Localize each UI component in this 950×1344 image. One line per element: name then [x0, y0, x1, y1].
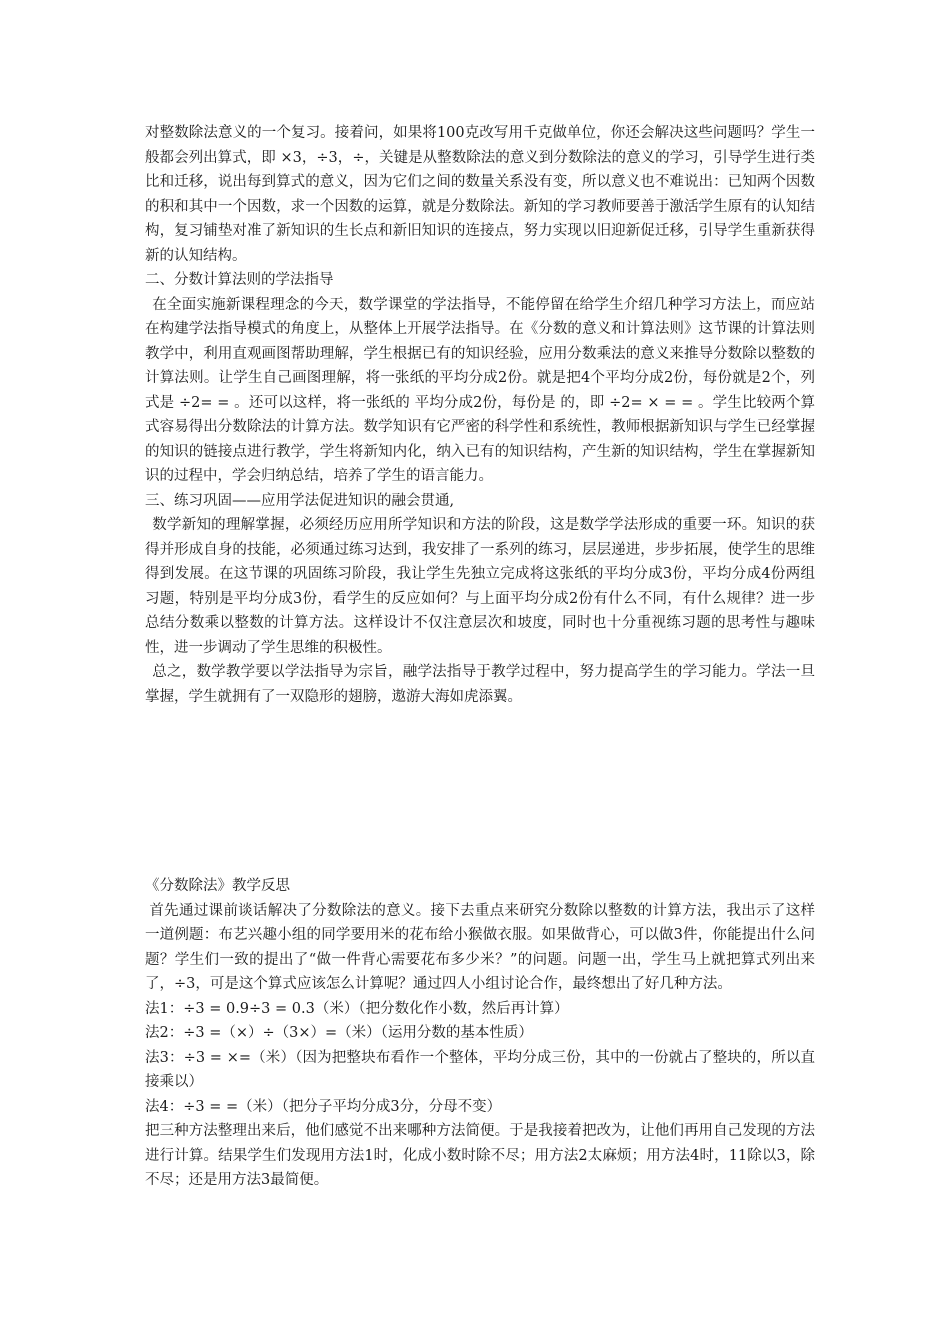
- method-3: 法3：÷3 = ×=（米）（因为把整块布看作一个整体，平均分成三份，其中的一份就占了整块的，所以直接乘以）: [145, 1049, 815, 1090]
- heading-practice: 三、练习巩固——应用学法促进知识的融会贯通,: [145, 492, 455, 509]
- method-4: 法4：÷3 = =（米）（把分子平均分成3分，分母不变）: [145, 1098, 502, 1115]
- paragraph-calculation-rules: 在全面实施新课程理念的今天，数学课堂的学法指导，不能停留在给学生介绍几种学习方法上，而应站在构建学法指导模式的角度上，从整体上开展学法指导。在《分数的意义和计算法则》这节课的计算法则教学中，利用直观画图帮助理解，学生根据已有的知识经验，应用分数乘法的意义来推导分数除以整数的计算法则。让学生自己画图理解，将一张纸的平均分成2份。就是把4个平均分成2份，每份就是2个，列式是 ÷2= = 。还可以这样，将一张纸的 平均分成2份，每份是 的，即 ÷2= × = = 。学生比较两个算式容易得出分数除法的计算方法。数学知识有它严密的科学性和系统性，教师根据新知识与学生已经掌握的知识的链接点进行教学，学生将新知内化，纳入已有的知识结构，产生新的知识结构，学生在掌握新知识的过程中，学会归纳总结，培养了学生的语言能力。: [145, 296, 815, 484]
- paragraph-summary: 总之，数学教学要以学法指导为宗旨，融学法指导于教学过程中，努力提高学生的学习能力。学法一旦掌握，学生就拥有了一双隐形的翅膀，遨游大海如虎添翼。: [145, 664, 815, 705]
- paragraph-practice: 数学新知的理解掌握，必须经历应用所学知识和方法的阶段，这是数学学法形成的重要一环。知识的获得并形成自身的技能，必须通过练习达到，我安排了一系列的练习，层层递进，步步拓展，使学生的思维得到发展。在这节课的巩固练习阶段，我让学生先独立完成将这张纸的平均分成3份，平均分成4份两组习题，特别是平均分成3份，看学生的反应如何？与上面平均分成2份有什么不同，有什么规律？进一步总结分数乘以整数的计算方法。这样设计不仅注意层次和坡度，同时也十分重视练习题的思考性与趣味性，进一步调动了学生思维的积极性。: [145, 517, 815, 656]
- paragraph-review: 对整数除法意义的一个复习。接着问，如果将100克改写用千克做单位，你还会解决这些问题吗？学生一般都会列出算式，即 ×3，÷3，÷，关键是从整数除法的意义到分数除法的意义的学习，引导学生进行类比和迁移，说出每到算式的意义，因为它们之间的数量关系没有变，所以意义也不难说出：已知两个因数的积和其中一个因数，求一个因数的运算，就是分数除法。新知的学习教师要善于激活学生原有的认知结构，复习铺垫对准了新知识的生长点和新旧知识的连接点，努力实现以旧迎新促迁移，引导学生重新获得新的认知结构。: [145, 125, 815, 264]
- method-1: 法1：÷3 = 0.9÷3 = 0.3（米）（把分数化作小数，然后再计算）: [145, 1000, 569, 1017]
- method-2: 法2：÷3 =（×）÷（3×）=（米）（运用分数的基本性质）: [145, 1025, 533, 1041]
- section-reflection: [145, 874, 815, 1193]
- paragraph-reflection-intro: 首先通过课前谈话解决了分数除法的意义。接下去重点来研究分数除以整数的计算方法，我出示了这样一道例题：布艺兴趣小组的同学要用米的花布给小猴做衣服。如果做背心，可以做3件，你能提出什么问题？学生们一致的提出了“做一件背心需要花布多少米？”的问题。问题一出，学生马上就把算式列出来了，÷3，可是这个算式应该怎么计算呢？通过四人小组讨论合作，最终想出了好几种方法。: [145, 902, 815, 992]
- reflection-title: 《分数除法》教学反思: [145, 878, 290, 894]
- section-teaching-methods: [145, 121, 815, 709]
- paragraph-reflection-conclusion: 把三种方法整理出来后，他们感觉不出来哪种方法简便。于是我接着把改为，让他们再用自己发现的方法进行计算。结果学生们发现用方法1时，化成小数时除不尽；用方法2太麻烦；用方法4时，11除以3，除不尽；还是用方法3最简便。: [145, 1123, 815, 1188]
- heading-calculation-rules: 二、分数计算法则的学法指导: [145, 272, 334, 288]
